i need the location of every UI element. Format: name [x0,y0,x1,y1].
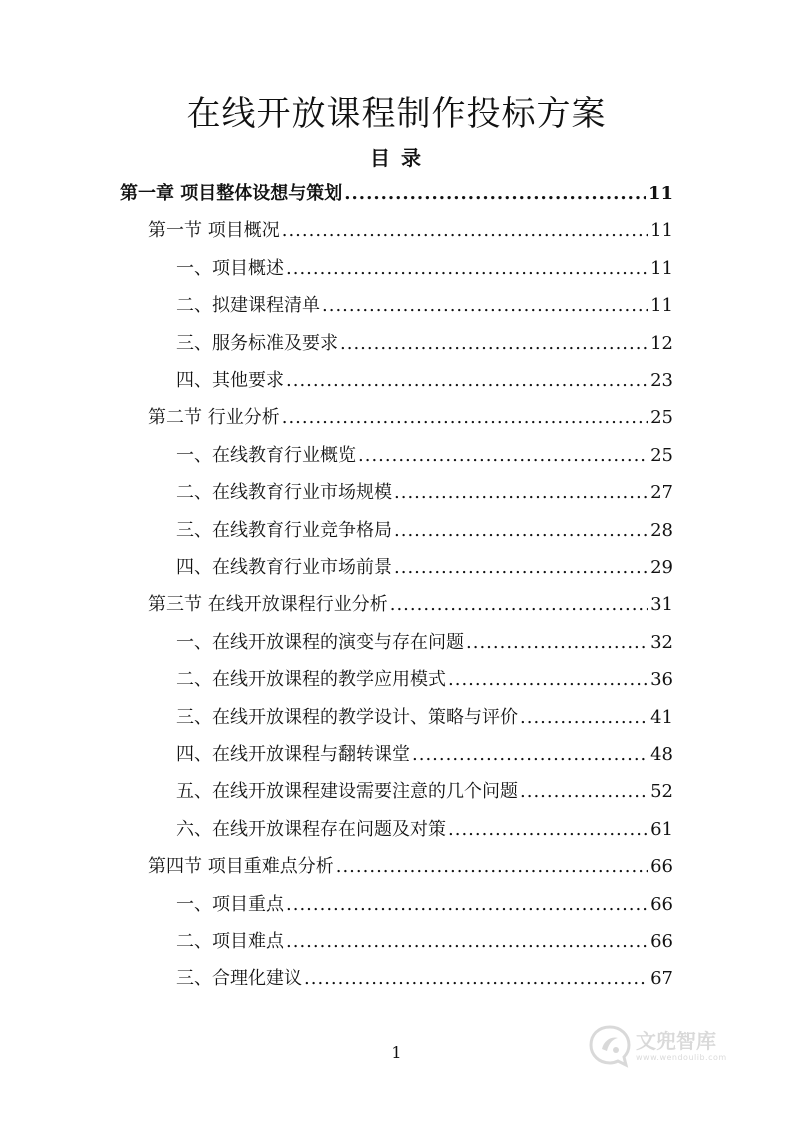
toc-entry-page: 67 [650,968,673,989]
watermark [588,1018,758,1074]
toc-entry-label: 六、在线开放课程存在问题及对策 [176,819,446,840]
toc-entry[interactable] [176,442,673,470]
toc-entry-label: 一、项目概述 [176,258,284,279]
toc-entry-page: 25 [650,445,673,466]
toc-entry-page: 31 [650,594,673,615]
toc-entry[interactable] [176,330,673,358]
watermark-brand: 文兜智库 [636,1029,716,1053]
toc-entry-page: 28 [650,520,673,541]
toc-entry[interactable] [176,666,673,694]
toc-dot-leader [390,591,648,619]
toc-entry[interactable] [120,180,673,208]
toc-entry[interactable] [148,853,673,881]
toc-entry-page: 36 [650,669,673,690]
toc-entry[interactable] [148,404,673,432]
toc-entry-label: 一、项目重点 [176,894,284,915]
toc-entry[interactable] [148,217,673,245]
toc-entry-page: 32 [650,632,673,653]
toc-dot-leader [466,629,648,657]
toc-entry[interactable] [176,554,673,582]
toc-entry-label: 三、在线教育行业竞争格局 [176,520,392,541]
toc-entry-label: 三、合理化建议 [176,968,302,989]
toc-entry-label: 第三节 在线开放课程行业分析 [148,594,388,615]
toc-entry-label: 一、在线开放课程的演变与存在问题 [176,632,464,653]
toc-entry-page: 11 [650,220,673,241]
toc-entry-page: 12 [650,333,673,354]
toc-dot-leader [394,479,648,507]
toc-entry[interactable] [176,367,673,395]
toc-entry-label: 二、拟建课程清单 [176,295,320,316]
toc-entry-page: 29 [650,557,673,578]
toc-entry-label: 二、项目难点 [176,931,284,952]
toc-entry-label: 第二节 行业分析 [148,407,280,428]
toc-dot-leader [286,928,648,956]
toc-entry[interactable] [176,741,673,769]
toc-dot-leader [322,292,648,320]
toc-entry-label: 三、在线开放课程的教学设计、策略与评价 [176,707,518,728]
toc-dot-leader [394,517,648,545]
toc-entry-label: 四、其他要求 [176,370,284,391]
toc-dot-leader [448,816,648,844]
toc-dot-leader [282,217,648,245]
toc-entry-label: 三、服务标准及要求 [176,333,338,354]
toc-entry-label: 二、在线开放课程的教学应用模式 [176,669,446,690]
toc-entry[interactable] [176,292,673,320]
page-number: 1 [391,1043,402,1062]
toc-entry-label: 第一节 项目概况 [148,220,280,241]
toc-dot-leader [520,704,648,732]
toc-entry-page: 11 [650,295,673,316]
toc-entry-label: 二、在线教育行业市场规模 [176,482,392,503]
toc-entry-page: 11 [647,183,673,204]
toc-entry[interactable] [176,517,673,545]
toc-heading: 目 录 [370,146,423,170]
toc-dot-leader [304,965,648,993]
toc-entry-page: 11 [650,258,673,279]
toc-dot-leader [340,330,648,358]
toc-entry-page: 61 [650,819,673,840]
toc-entry[interactable] [176,778,673,806]
toc-entry-label: 第四节 项目重难点分析 [148,856,334,877]
toc-entry[interactable] [176,965,673,993]
toc-entry-label: 五、在线开放课程建设需要注意的几个问题 [176,781,518,802]
toc-dot-leader [344,180,646,208]
toc-entry[interactable] [176,629,673,657]
toc-entry-label: 一、在线教育行业概览 [176,445,356,466]
toc-entry[interactable] [176,704,673,732]
toc-dot-leader [286,891,648,919]
toc-entry-page: 66 [650,894,673,915]
toc-entry-page: 66 [650,931,673,952]
toc-entry[interactable] [176,479,673,507]
toc-dot-leader [394,554,648,582]
toc-entry[interactable] [148,591,673,619]
toc-entry-label: 第一章 项目整体设想与策划 [120,183,343,204]
toc-entry-page: 52 [650,781,673,802]
toc-entry[interactable] [176,891,673,919]
toc-entry-page: 23 [650,370,673,391]
toc-entry-page: 41 [650,707,673,728]
toc-dot-leader [448,666,648,694]
toc-entry-page: 27 [650,482,673,503]
toc-dot-leader [282,404,648,432]
toc-dot-leader [412,741,648,769]
watermark-logo-icon [588,1024,632,1068]
toc-entry[interactable] [176,255,673,283]
toc-entry-page: 48 [650,744,673,765]
document-title: 在线开放课程制作投标方案 [186,94,607,134]
toc-dot-leader [336,853,648,881]
toc-dot-leader [286,367,648,395]
toc-dot-leader [286,255,648,283]
toc-entry-label: 四、在线开放课程与翻转课堂 [176,744,410,765]
toc-dot-leader [358,442,648,470]
toc-entry-label: 四、在线教育行业市场前景 [176,557,392,578]
toc-entry[interactable] [176,928,673,956]
watermark-url: www.wendoulib.com [636,1053,727,1062]
toc-entry-page: 25 [650,407,673,428]
toc-entry[interactable] [176,816,673,844]
toc-entry-page: 66 [650,856,673,877]
toc-dot-leader [520,778,648,806]
